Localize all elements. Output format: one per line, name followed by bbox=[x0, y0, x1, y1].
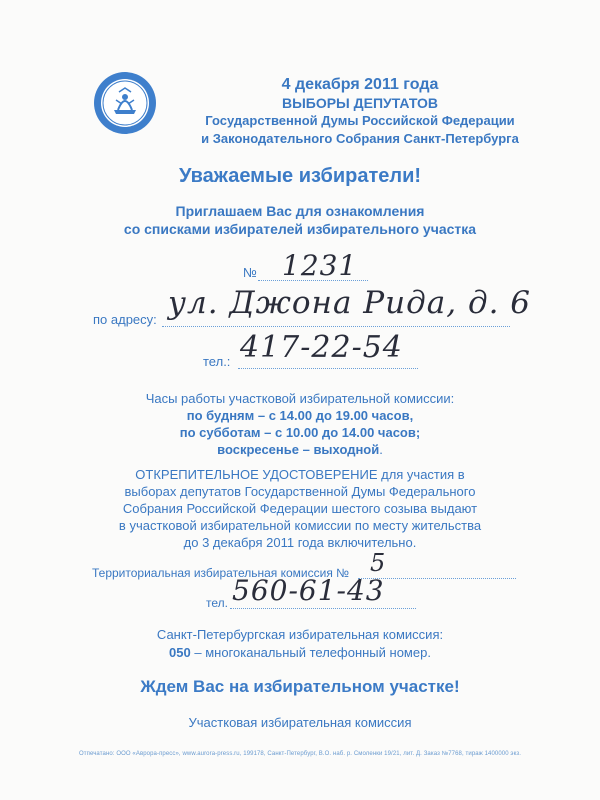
election-commission-seal bbox=[92, 70, 158, 136]
printing-imprint: Отпечатано: ООО «Аврора-пресс», www.aurora-press.ru, 199178, Санкт-Петербург, В.О. наб. р. Смоленки 19/21, лит. Д. Заказ №7768, тираж 1400000 экз. bbox=[79, 751, 521, 757]
election-title: ВЫБОРЫ ДЕПУТАТОВ bbox=[281, 95, 439, 111]
spb-commission-info bbox=[0, 626, 600, 662]
precinct-number-label: № bbox=[243, 265, 257, 280]
territorial-commission-label: Территориальная избирательная комиссия № bbox=[92, 566, 350, 580]
hotline-description: – многоканальный телефонный номер. bbox=[190, 645, 431, 660]
absentee-certificate-info bbox=[0, 466, 600, 551]
certificate-line-4: в участковой избирательной комиссии по месту жительства bbox=[118, 518, 482, 533]
territorial-phone-label: тел. bbox=[206, 596, 228, 610]
closing-heading: Ждем Вас на избирательном участке! bbox=[140, 677, 460, 696]
invitation-text bbox=[0, 202, 600, 238]
election-date: 4 декабря 2011 года bbox=[281, 76, 439, 93]
territorial-phone-line bbox=[230, 608, 416, 609]
greeting-heading: Уважаемые избиратели! bbox=[178, 165, 422, 187]
territorial-number-handwritten: 5 bbox=[370, 549, 387, 577]
invitation-line-1: Приглашаем Вас для ознакомления bbox=[175, 203, 425, 219]
hotline-number: 050 bbox=[169, 645, 191, 660]
certificate-line-1: для участия в bbox=[377, 467, 465, 482]
address-line bbox=[162, 326, 510, 327]
certificate-line-3: Собрания Российской Федерации шестого созыва выдают bbox=[122, 501, 478, 516]
hours-sunday: воскресенье – выходной bbox=[217, 442, 380, 457]
certificate-title: ОТКРЕПИТЕЛЬНОЕ УДОСТОВЕРЕНИЕ bbox=[135, 467, 378, 482]
certificate-line-5: до 3 декабря 2011 года включительно. bbox=[183, 535, 417, 550]
precinct-number-handwritten: 1231 bbox=[282, 249, 358, 282]
hours-heading: Часы работы участковой избирательной комиссии: bbox=[145, 391, 455, 406]
working-hours bbox=[0, 390, 600, 458]
election-subtitle-2: и Законодательного Собрания Санкт-Петербурга bbox=[201, 131, 519, 146]
territorial-phone-handwritten: 560-61-43 bbox=[232, 574, 385, 607]
signature-commission: Участковая избирательная комиссия bbox=[188, 715, 412, 730]
address-handwritten: ул. Джона Рида, д. 6 bbox=[168, 285, 532, 321]
hours-weekdays: по будням – с 14.00 до 19.00 часов, bbox=[186, 408, 414, 423]
address-label: по адресу: bbox=[93, 312, 157, 327]
precinct-phone-line bbox=[238, 368, 418, 369]
certificate-line-2: выборах депутатов Государственной Думы Федерального bbox=[124, 484, 476, 499]
precinct-phone-label: тел.: bbox=[203, 354, 231, 369]
precinct-phone-handwritten: 417-22-54 bbox=[240, 330, 403, 365]
invitation-line-2: со списками избирателей избирательного участка bbox=[123, 221, 477, 237]
election-subtitle-1: Государственной Думы Российской Федерации bbox=[205, 113, 515, 128]
spb-commission-line: Санкт-Петербургская избирательная комиссия: bbox=[156, 627, 444, 642]
election-header bbox=[160, 76, 560, 148]
hours-saturday: по субботам – с 10.00 до 14.00 часов; bbox=[179, 425, 421, 440]
hours-period: . bbox=[379, 442, 383, 457]
